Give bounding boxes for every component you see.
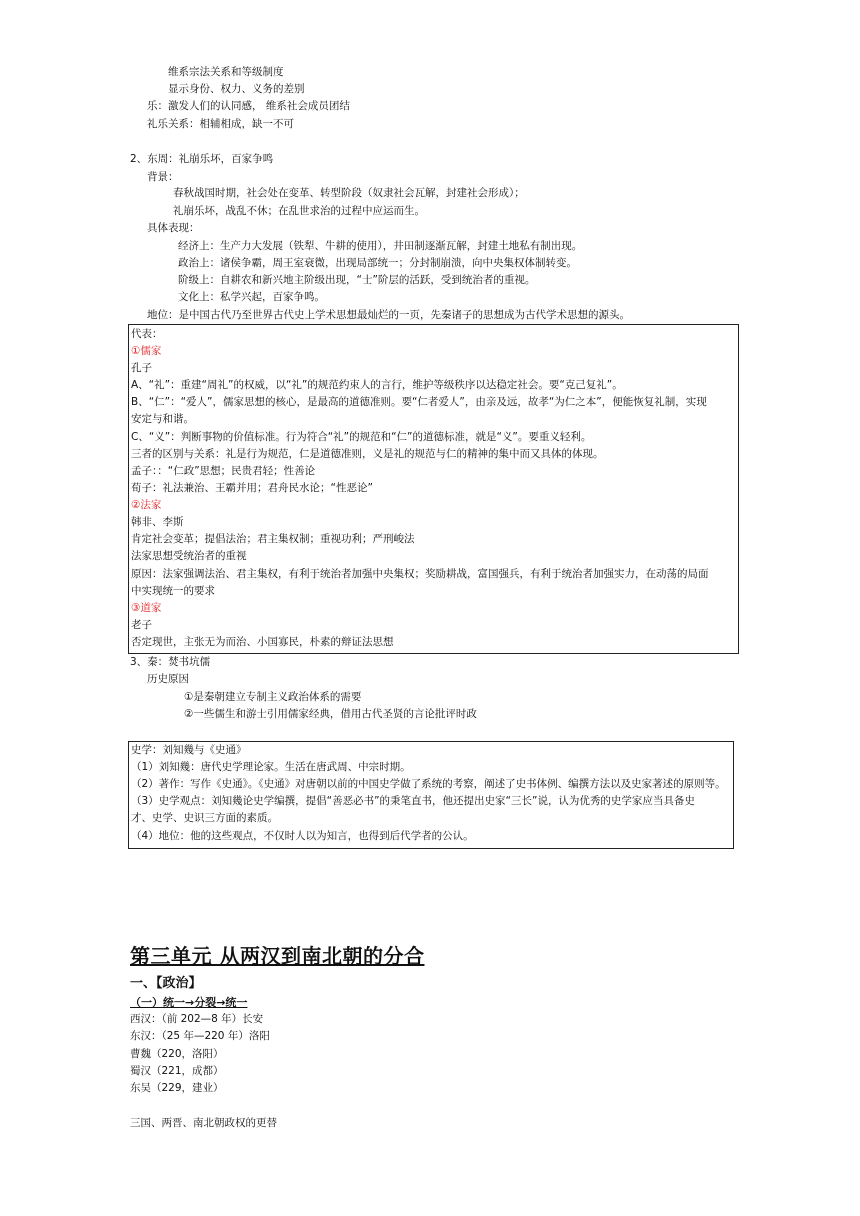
text-label: 历史原因 — [147, 673, 189, 685]
box-line: 三者的区别与关系：礼是行为规范，仁是道德准则，义是礼的规范与仁的精神的集中而又具体的体现。 — [131, 448, 604, 460]
box-line: 史学：刘知幾与《史通》 — [131, 744, 247, 756]
subsection-heading: （一）统一→分裂→统一 — [130, 996, 248, 1009]
school-heading: ①儒家 — [131, 345, 162, 357]
text-line: 东汉：（25 年—220 年）洛阳 — [130, 1030, 270, 1042]
unit-title: 第三单元 从两汉到南北朝的分合 — [130, 944, 425, 968]
box-line: A、“礼”：重建“周礼”的权威，以“礼”的规范约束人的言行，维护等级秩序以达稳定社会。要“克己复礼”。 — [131, 379, 623, 391]
box-line: （3）史学观点：刘知幾论史学编撰，提倡“善恶必书”的秉笔直书，他还提出史家“三长”说，认为优秀的史学家应当具备史 — [131, 795, 695, 807]
box-line: 安定与和谐。 — [131, 413, 194, 425]
text-line: 礼崩乐坏，战乱不休；在乱世求治的过程中应运而生。 — [173, 205, 425, 217]
box-line: 中实现统一的要求 — [131, 585, 215, 597]
box-line: 原因：法家强调法治、君主集权，有利于统治者加强中央集权；奖励耕战，富国强兵，有利于统治者加强实力，在动荡的局面 — [131, 568, 709, 580]
text-line: 地位：是中国古代乃至世界古代史上学术思想最灿烂的一页，先秦诸子的思想成为古代学术思想的源头。 — [147, 309, 630, 321]
text-line: 文化上：私学兴起，百家争鸣。 — [178, 291, 325, 303]
text-label: 具体表现： — [147, 222, 200, 234]
box-line: 才、史学、史识三方面的素质。 — [131, 812, 278, 824]
school-heading: ②法家 — [131, 499, 162, 511]
text-line: 东吴（229，建业） — [130, 1082, 224, 1094]
box-line: 孟子：：“仁政”思想；民贵君轻；性善论 — [131, 465, 316, 477]
historiography-box — [128, 741, 734, 849]
text-label: 背景： — [147, 171, 179, 183]
box-line: 肯定社会变革；提倡法治；君主集权制；重视功利；严刑峻法 — [131, 533, 415, 545]
box-line: （2）著作：写作《史通》。《史通》对唐朝以前的中国史学做了系统的考察，阐述了史书体例、编撰方法以及史家著述的原则等。 — [131, 778, 726, 790]
text-line: 蜀汉（221，成都） — [130, 1065, 224, 1077]
text-line: 维系宗法关系和等级制度 — [168, 66, 284, 78]
text-line: 春秋战国时期，社会处在变革、转型阶段（奴隶社会瓦解，封建社会形成）； — [173, 187, 525, 199]
representatives-box — [128, 324, 739, 654]
section-heading: 2、东周：礼崩乐坏，百家争鸣 — [130, 153, 274, 165]
text-line: 西汉：（前 202—8 年）长安 — [130, 1013, 264, 1025]
box-line: 代表： — [131, 328, 163, 340]
box-line: C、“义”：判断事物的价值标准。行为符合“礼”的规范和“仁”的道德标准，就是“义”。要重义轻利。 — [131, 431, 592, 443]
section-heading: 一、【政治】 — [130, 976, 202, 991]
text-line: 显示身份、权力、义务的差别 — [168, 83, 305, 95]
box-line: 孔子 — [131, 362, 152, 374]
box-line: 老子 — [131, 619, 152, 631]
section-heading: 3、秦：焚书坑儒 — [130, 656, 211, 668]
school-heading: ③道家 — [131, 602, 162, 614]
text-line: 经济上：生产力大发展（铁犁、牛耕的使用），井田制逐渐瓦解，封建土地私有制出现。 — [178, 240, 583, 252]
text-line: ①是秦朝建立专制主义政治体系的需要 — [184, 691, 362, 703]
text-line: 礼乐关系：相辅相成，缺一不可 — [147, 118, 294, 130]
box-line: 荀子：礼法兼治、王霸并用；君舟民水论；“性恶论” — [131, 482, 373, 494]
text-line: 乐：激发人们的认同感， 维系社会成员团结 — [147, 100, 350, 112]
box-line: 韩非、李斯 — [131, 516, 184, 528]
box-line: 否定现世，主张无为而治、小国寡民，朴素的辩证法思想 — [131, 636, 394, 648]
box-line: 法家思想受统治者的重视 — [131, 550, 247, 562]
box-line: （1）刘知幾：唐代史学理论家。生活在唐武周、中宗时期。 — [131, 761, 411, 773]
box-line: （4）地位：他的这些观点，不仅时人以为知言，也得到后代学者的公认。 — [131, 830, 474, 842]
text-line: ②一些儒生和游士引用儒家经典，借用古代圣贤的言论批评时政 — [184, 708, 477, 720]
text-line: 曹魏（220，洛阳） — [130, 1048, 224, 1060]
text-line: 阶级上：自耕农和新兴地主阶级出现，“士”阶层的活跃，受到统治者的重视。 — [178, 274, 536, 286]
box-line: B、“仁”：“爱人”，儒家思想的核心，是最高的道德准则。要“仁者爱人”，由亲及远，故孝“为仁之本”，便能恢复礼制，实现 — [131, 396, 707, 408]
text-line: 政治上：诸侯争霸，周王室衰微，出现局部统一；分封制崩溃，向中央集权体制转变。 — [178, 257, 577, 269]
text-line: 三国、两晋、南北朝政权的更替 — [130, 1117, 277, 1129]
